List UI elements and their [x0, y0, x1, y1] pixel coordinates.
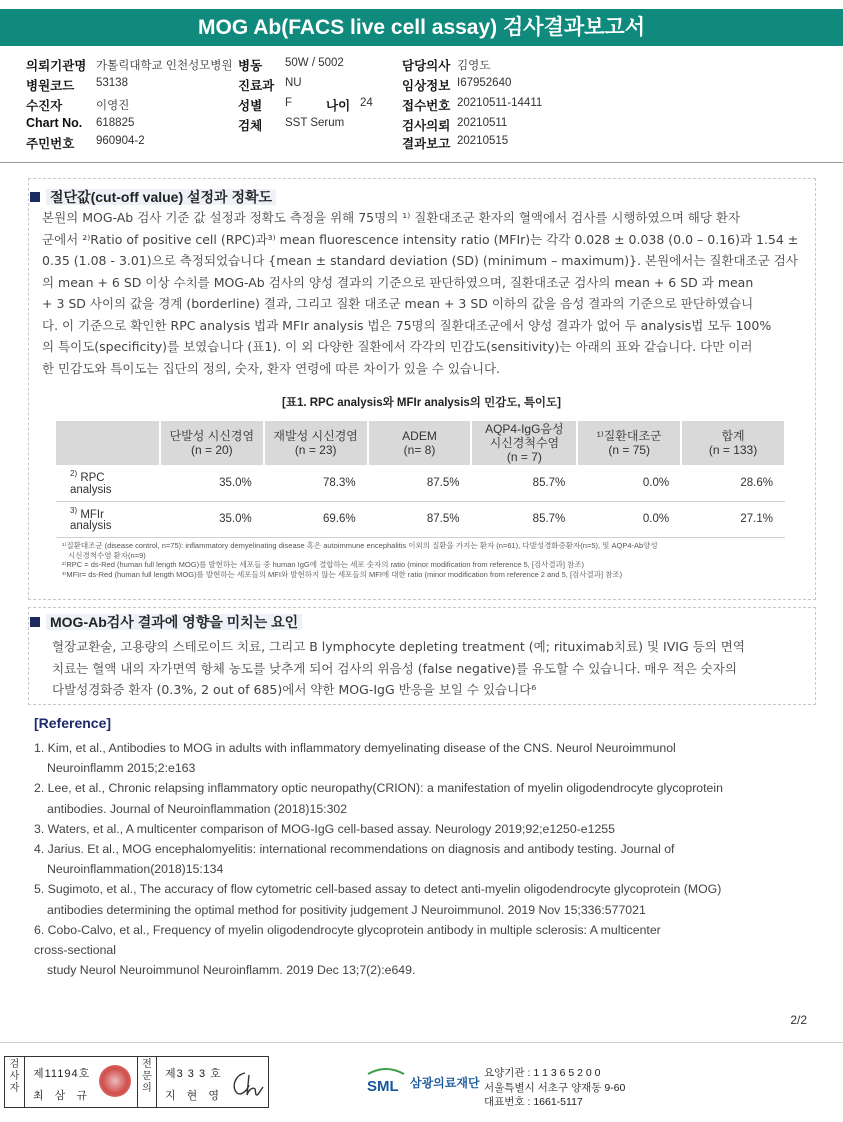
tester-name: 최 삼 규	[33, 1090, 91, 1102]
bullet-square-icon	[30, 617, 40, 627]
label-request-date: 검사의뢰	[402, 119, 451, 133]
reference-item: 1. Kim, et al., Antibodies to MOG in adults with inflammatory demyelinating disease of the CNS. Neurol Neuroimmunol	[34, 741, 676, 755]
value-age: 24	[360, 97, 373, 109]
paragraph-line: 군에서 ²⁾Ratio of positive cell (RPC)과³⁾ mean fluorescence intensity ratio (MFIr)는 각각 0.028 ± 0.038 (0.0 – 0.16)과 1.54 ±	[42, 231, 799, 247]
paragraph-line: + 3 SD 사이의 값을 경계 (borderline) 결과, 그리고 질환 대조군 mean + 3 SD 이하의 값을 음성 결과의 기준으로 판단하였습니	[42, 296, 754, 311]
reference-item-cont: Neuroinflammation(2018)15:134	[47, 862, 224, 877]
table-footnotes	[62, 541, 792, 579]
label-age: 나이	[326, 99, 351, 113]
table-caption: [표1. RPC analysis와 MFIr analysis의 민감도, 특이도]	[282, 397, 561, 409]
footnote: ²⁾RPC = ds-Red (human full length MOG)를 발현하는 세포들 중 human IgG에 결합하는 세포 숫자의 ratio (minor modification from reference 5, [검사결과] 참조)	[62, 560, 585, 569]
table-header-blank	[56, 421, 160, 465]
paragraph-line: 다. 이 기준으로 확인한 RPC analysis 법과 MFIr analysis 법은 75명의 질환대조군에서 양성 결과가 없어 두 analysis법 모두 100%	[42, 317, 772, 333]
page-number: 2/2	[790, 1013, 807, 1027]
org-line: 요양기관 : 1 1 3 6 5 2 0 0	[484, 1067, 601, 1079]
table-cell: 87.5%	[368, 465, 472, 501]
bullet-square-icon	[30, 192, 40, 202]
table-row	[56, 501, 785, 537]
value-clinical-info: I67952640	[457, 77, 512, 89]
sensitivity-table	[56, 421, 786, 538]
reference-item: 5. Sugimoto, et al., The accuracy of flow cytometric cell-based assay to detect anti-myelin oligodendrocyte glycoprotein (MOG)	[34, 882, 722, 897]
table-header: 재발성 시신경염 (n = 23)	[264, 421, 368, 465]
table-cell: 69.6%	[264, 501, 368, 537]
brand-name: 삼광의료재단	[410, 1076, 480, 1090]
reference-title: [Reference]	[34, 715, 112, 731]
reference-item-cont: antibodies. Journal of Neuroinflammation (2018)15:302	[47, 801, 348, 816]
table-cell: 28.6%	[681, 465, 785, 501]
factors-paragraph	[52, 636, 804, 701]
paragraph-line: 다발성경화증 환자 (0.3%, 2 out of 685)에서 약한 MOG-IgG 반응을 보일 수 있습니다⁶	[52, 682, 537, 697]
label-chart-no: Chart No.	[26, 116, 83, 130]
table-cell: 35.0%	[160, 501, 264, 537]
tester-license-no: 제11194호	[33, 1068, 91, 1080]
footer-divider	[0, 1042, 843, 1043]
svg-text:SML: SML	[367, 1078, 399, 1095]
table-cell: 0.0%	[577, 465, 681, 501]
value-sex: F	[285, 97, 293, 109]
table-cell: 87.5%	[368, 501, 472, 537]
cutoff-section-heading: 절단값(cut-off value) 설정과 정확도	[30, 187, 276, 207]
value-receiver: 이영진	[96, 100, 130, 112]
specialist-label: 전 문 의	[137, 1057, 157, 1107]
label-clinical-info: 임상정보	[402, 79, 451, 93]
org-line: 서울특별시 서초구 양재동 9-60	[484, 1081, 626, 1094]
label-specimen: 검체	[238, 119, 263, 133]
label-accession-no: 접수번호	[402, 99, 451, 113]
table-cell: 85.7%	[471, 465, 577, 501]
factors-section-heading: MOG-Ab검사 결과에 영향을 미치는 요인	[30, 612, 302, 632]
cutoff-paragraph	[42, 207, 802, 379]
specialist-license-no: 제3 3 3 호	[165, 1068, 222, 1080]
organization-info	[484, 1066, 625, 1110]
specialist-name: 지 현 영	[165, 1090, 223, 1102]
table-header-row	[56, 421, 785, 465]
paragraph-line: 의 특이도(specificity)를 보였습니다 (표1). 이 외 다양한 질환에서 각각의 민감도(sensitivity)는 아래의 표와 같습니다. 다만 이러	[42, 339, 753, 354]
reference-item-cont: cross-sectional	[34, 943, 117, 958]
handwritten-signature	[225, 1067, 267, 1099]
row-label: $^{2)}$ RPC analysis	[56, 465, 160, 501]
label-ward: 병동	[238, 59, 263, 73]
org-line: 대표번호 : 1661-5117	[484, 1096, 583, 1108]
value-specimen: SST Serum	[285, 117, 345, 129]
paragraph-line: 본원의 MOG-Ab 검사 기준 값 설정과 정확도 측정을 위해 75명의 ¹⁾ 질환대조군 환자의 혈액에서 검사를 시행하였으며 해당 환자	[42, 210, 741, 225]
divider	[0, 162, 843, 163]
value-doctor: 김영도	[457, 60, 491, 72]
paragraph-line: 의 mean + 6 SD 이상 수치를 MOG-Ab 검사의 양성 결과의 기준으로 판단하였으며, 질환대조군 검사의 mean + 6 SD 과 mean	[42, 274, 754, 290]
paragraph-line: 혈장교환술, 고용량의 스테로이드 치료, 그리고 B lymphocyte depleting treatment (예; rituximab치료) 및 IVIG 등의 면역	[52, 639, 745, 654]
value-accession-no: 20210511-14411	[457, 97, 543, 109]
table-header: 합계 (n = 133)	[681, 421, 785, 465]
label-department: 진료과	[238, 79, 275, 93]
table-cell: 27.1%	[681, 501, 785, 537]
reference-item: 6. Cobo-Calvo, et al., Frequency of myelin oligodendrocyte glycoprotein antibody in multiple sclerosis: A multicenter	[34, 922, 661, 937]
table-header: ¹⁾질환대조군 (n = 75)	[577, 421, 681, 465]
reference-item: 2. Lee, et al., Chronic relapsing inflammatory optic neuropathy(CRION): a manifestation of myelin oligodendrocyte glycoprotein	[34, 781, 723, 796]
label-report-date: 결과보고	[402, 137, 451, 151]
paragraph-line: 치료는 혈액 내의 자가면역 항체 농도를 낮추게 되어 검사의 위음성 (false negative)를 유도할 수 있습니다. 매우 적은 숫자의	[52, 660, 737, 676]
footnote: ¹⁾질환대조군 (disease control, n=75): inflammatory demyelinating disease 혹은 autoimmune encephalitis 이외의 질환을 가지는 환자 (n=61), 다발성경화증환자(n=5), 및 AQP4-Ab양성	[62, 541, 658, 550]
table-header: AQP4-IgG음성 시신경척수염 (n = 7)	[471, 421, 577, 465]
table-cell: 35.0%	[160, 465, 264, 501]
paragraph-line: 0.35 (1.08 - 3.01)으로 측정되었습니다 {mean ± standard deviation (SD) (minimum – maximum)}. 본원에서는 질환대조군 검사	[42, 253, 798, 268]
value-report-date: 20210515	[457, 135, 509, 147]
label-sex: 성별	[238, 99, 263, 113]
label-institution: 의뢰기관명	[26, 59, 87, 73]
label-receiver: 수진자	[26, 99, 63, 113]
signature-box	[4, 1056, 269, 1108]
value-request-date: 20210511	[457, 117, 508, 129]
reference-list	[34, 738, 814, 980]
reference-item-cont: Neuroinflamm 2015;2:e163	[47, 761, 196, 776]
tester-label: 검 사 자	[5, 1057, 25, 1107]
table-cell: 85.7%	[471, 501, 577, 537]
value-department: NU	[285, 77, 302, 89]
footnote: ³⁾MFIr= ds-Red (human full length MOG)를 발현하는 세포들의 MFI와 발현하지 않는 세포들의 MFI에 대한 ratio (minor modification from reference 2 and 5, [검사결과] 참조)	[62, 569, 623, 579]
value-institution: 가톨릭대학교 인천성모병원	[96, 60, 233, 72]
report-title: MOG Ab(FACS live cell assay) 검사결과보고서	[0, 9, 843, 46]
table-cell: 78.3%	[264, 465, 368, 501]
footer	[0, 1050, 843, 1122]
paragraph-line: 한 민감도와 특이도는 집단의 정의, 숫자, 환자 연령에 따른 차이가 있을 수 있습니다.	[42, 360, 501, 376]
value-chart-no: 618825	[96, 117, 135, 129]
table-header: 단발성 시신경염 (n = 20)	[160, 421, 264, 465]
table-cell: 0.0%	[577, 501, 681, 537]
table-header: ADEM (n= 8)	[368, 421, 472, 465]
sml-logo-icon	[366, 1066, 406, 1096]
reference-item: 3. Waters, et al., A multicenter comparison of MOG-IgG cell-based assay. Neurology 2019;92;e1250-e1255	[34, 821, 615, 836]
row-label: $^{3)}$ MFIr analysis	[56, 501, 160, 537]
patient-info	[0, 54, 843, 154]
seal-stamp	[99, 1065, 131, 1097]
label-doctor: 담당의사	[402, 59, 451, 73]
value-hospital-code: 53138	[96, 77, 128, 89]
table-row	[56, 465, 785, 501]
reference-item-cont: study Neurol Neuroimmunol Neuroinflamm. 2019 Dec 13;7(2):e649.	[47, 963, 416, 978]
footnote: 시신경척수염 환자(n=9)	[68, 550, 146, 560]
label-resident-no: 주민번호	[26, 137, 75, 151]
reference-item: 4. Jarius. Et al., MOG encephalomyelitis: international recommendations on diagnosis and antibody testing. Journal of	[34, 842, 675, 857]
reference-item-cont: antibodies determining the optimal method for positivity judgement J Neuroimmunol. 2019 Nov 15;336:577021	[47, 902, 646, 917]
value-resident-no: 960904-2	[96, 135, 145, 147]
value-ward: 50W / 5002	[285, 57, 344, 69]
label-hospital-code: 병원코드	[26, 79, 75, 93]
